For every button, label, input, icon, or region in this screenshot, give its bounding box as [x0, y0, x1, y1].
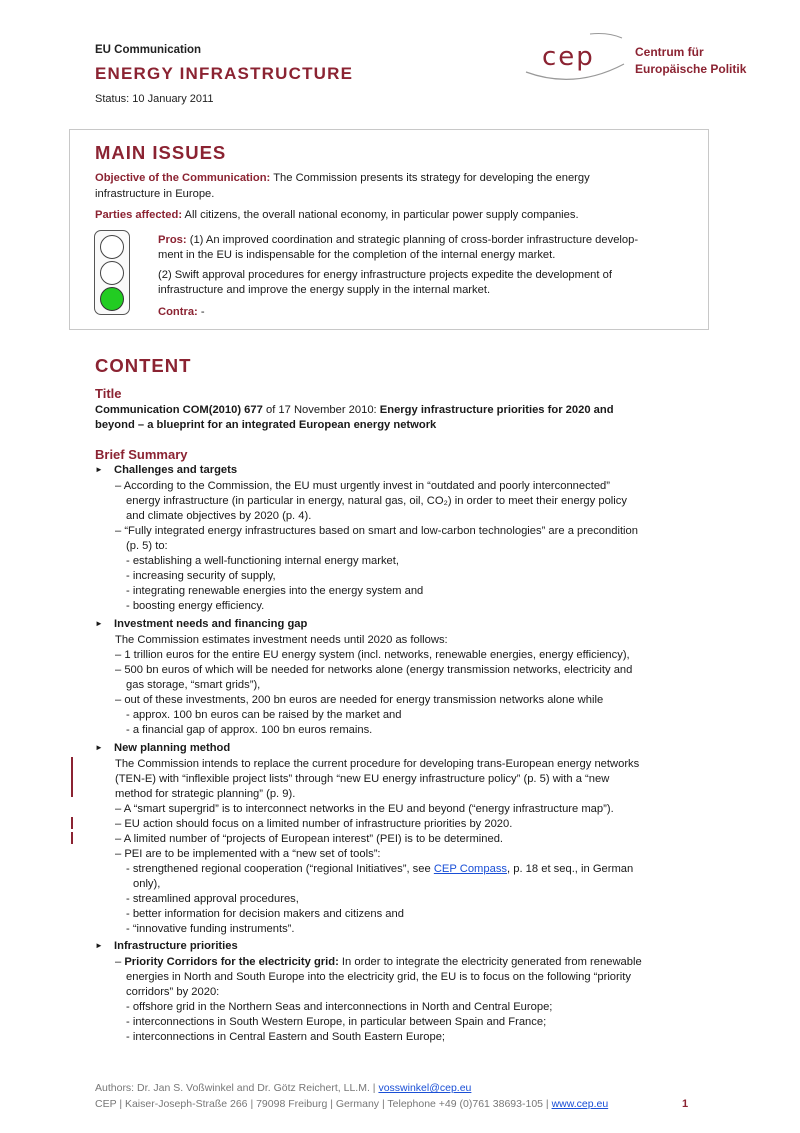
pros-1-text: (1) An improved coordination and strategic planning of cross-border infrastructure develop-: [186, 234, 639, 246]
list-item: gas storage, “smart grids”),: [126, 679, 261, 691]
section-heading: ► New planning method: [95, 742, 231, 754]
list-item: - boosting energy efficiency.: [126, 600, 265, 612]
logo-wordmark: cep: [542, 42, 595, 72]
objective-label: Objective of the Communication:: [95, 172, 271, 184]
list-item: - interconnections in Central Eastern and South Eastern Europe;: [126, 1031, 446, 1043]
change-marker: [71, 832, 73, 844]
author-email-link[interactable]: vosswinkel@cep.eu: [378, 1082, 472, 1094]
list-item: - interconnections in South Western Europe, in particular between Spain and France;: [126, 1016, 547, 1028]
list-item: – out of these investments, 200 bn euros are needed for energy transmission networks alone while: [115, 694, 604, 706]
document-title: ENERGY INFRASTRUCTURE: [95, 64, 354, 83]
footer-authors: Authors: Dr. Jan S. Voßwinkel and Dr. Götz Reichert, LL.M. | vosswinkel@cep.eu: [95, 1082, 472, 1094]
page-number: 1: [682, 1098, 689, 1110]
list-item: – Priority Corridors for the electricity grid: In order to integrate the electricity generated from renewable: [115, 956, 642, 968]
list-item: and climate objectives by 2020 (p. 4).: [126, 510, 312, 522]
org-line-2: Europäische Politik: [635, 62, 747, 76]
list-item: - streamlined approval procedures,: [126, 893, 299, 905]
traffic-light-middle-icon: [100, 261, 124, 285]
brief-summary-heading: Brief Summary: [95, 447, 188, 462]
cep-logo: [520, 30, 760, 90]
parties-paragraph: [95, 208, 579, 224]
section-heading: ► Infrastructure priorities: [95, 940, 238, 952]
change-marker: [71, 817, 73, 829]
contra-text: -: [197, 306, 205, 318]
pros-1-cont: ment in the EU is indispensable for the completion of the internal energy market.: [158, 249, 556, 261]
title-paragraph-cont: beyond – a blueprint for an integrated European energy network: [95, 419, 437, 431]
list-item: (TEN-E) with “inflexible project lists” through “new EU energy infrastructure policy” (p. 5) with a “new: [115, 773, 610, 785]
list-item: - offshore grid in the Northern Seas and interconnections in North and Central Europe;: [126, 1001, 553, 1013]
objective-text: The Commission presents its strategy for developing the energy: [270, 172, 590, 184]
website-link[interactable]: www.cep.eu: [551, 1098, 609, 1110]
list-item: The Commission estimates investment needs until 2020 as follows:: [115, 634, 448, 646]
change-marker: [71, 757, 73, 797]
list-item: – A “smart supergrid” is to interconnect networks in the EU and beyond (“energy infrastructure map”).: [115, 803, 614, 815]
objective-paragraph: [95, 171, 687, 187]
pros-paragraph: [158, 233, 638, 249]
list-item: - approx. 100 bn euros can be raised by the market and: [126, 709, 402, 721]
pros-2-cont: infrastructure and improve the energy supply in the internal market.: [158, 284, 491, 296]
section-heading: ► Investment needs and financing gap: [95, 618, 308, 630]
cep-compass-link[interactable]: CEP Compass: [433, 863, 508, 875]
list-item: (p. 5) to:: [126, 540, 168, 552]
bullet-triangle-icon: ►: [95, 619, 103, 628]
traffic-light-green-icon: [100, 287, 124, 311]
list-item: - a financial gap of approx. 100 bn euros remains.: [126, 724, 373, 736]
priority-corridors-label: Priority Corridors for the electricity grid:: [124, 956, 339, 968]
pros-label: Pros:: [158, 234, 187, 246]
objective-paragraph-cont: infrastructure in Europe.: [95, 188, 215, 200]
list-item: only),: [133, 878, 161, 890]
communication-ref: Communication COM(2010) 677: [95, 404, 263, 416]
bullet-triangle-icon: ►: [95, 743, 103, 752]
bullet-triangle-icon: ►: [95, 465, 103, 474]
list-item: - increasing security of supply,: [126, 570, 276, 582]
list-item: method for strategic planning” (p. 9).: [115, 788, 296, 800]
contra-label: Contra:: [158, 306, 198, 318]
section-heading: ► Challenges and targets: [95, 464, 238, 476]
list-item: - “innovative funding instruments”.: [126, 923, 295, 935]
parties-text: All citizens, the overall national economy, in particular power supply companies.: [182, 209, 579, 221]
list-item: - better information for decision makers and citizens and: [126, 908, 404, 920]
list-item: – 1 trillion euros for the entire EU energy system (incl. networks, renewable energies, energy efficiency),: [115, 649, 630, 661]
list-item: - integrating renewable energies into the energy system and: [126, 585, 424, 597]
list-item: energies in North and South Europe into the electricity grid, the EU is to focus on the following “priority: [126, 971, 631, 983]
org-line-1: Centrum für: [635, 45, 704, 59]
list-item: energy infrastructure (in particular in energy, natural gas, oil, CO₂) in order to meet their energy policy: [126, 495, 627, 507]
content-heading: CONTENT: [95, 355, 192, 376]
communication-date: of 17 November 2010:: [262, 404, 380, 416]
list-item: - establishing a well-functioning internal energy market,: [126, 555, 399, 567]
parties-label: Parties affected:: [95, 209, 183, 221]
list-item: – A limited number of “projects of European interest” (PEI) is to be determined.: [115, 833, 504, 845]
bullet-triangle-icon: ►: [95, 941, 103, 950]
pros-2-text: (2) Swift approval procedures for energy infrastructure projects expedite the development of: [158, 269, 612, 281]
list-item: The Commission intends to replace the current procedure for developing trans-European energy networks: [115, 758, 640, 770]
traffic-light-top-icon: [100, 235, 124, 259]
communication-title: Energy infrastructure priorities for 2020 and: [379, 404, 614, 416]
list-item: – PEI are to be implemented with a “new set of tools”:: [115, 848, 381, 860]
traffic-light-icon: [94, 230, 130, 315]
list-item: – “Fully integrated energy infrastructures based on smart and low-carbon technologies” are a precondition: [115, 525, 638, 537]
list-item: - strengthened regional cooperation (“regional Initiatives”, see CEP Compass, p. 18 et seq., in German: [126, 863, 634, 875]
footer-address: CEP | Kaiser-Joseph-Straße 266 | 79098 Freiburg | Germany | Telephone +49 (0)761 38693-105 | www.cep.eu: [95, 1098, 609, 1110]
title-heading: Title: [95, 386, 122, 401]
document-status: Status: 10 January 2011: [95, 93, 214, 105]
contra-paragraph: [158, 305, 205, 321]
main-issues-heading: MAIN ISSUES: [95, 142, 227, 163]
list-item: corridors” by 2020:: [126, 986, 220, 998]
title-paragraph: [95, 403, 614, 419]
document-series: EU Communication: [95, 44, 202, 56]
list-item: – According to the Commission, the EU must urgently invest in “outdated and poorly interconnected”: [115, 480, 610, 492]
list-item: – EU action should focus on a limited number of infrastructure priorities by 2020.: [115, 818, 513, 830]
list-item: – 500 bn euros of which will be needed for networks alone (energy transmission networks, electricity and: [115, 664, 633, 676]
organization-name: [635, 44, 746, 78]
